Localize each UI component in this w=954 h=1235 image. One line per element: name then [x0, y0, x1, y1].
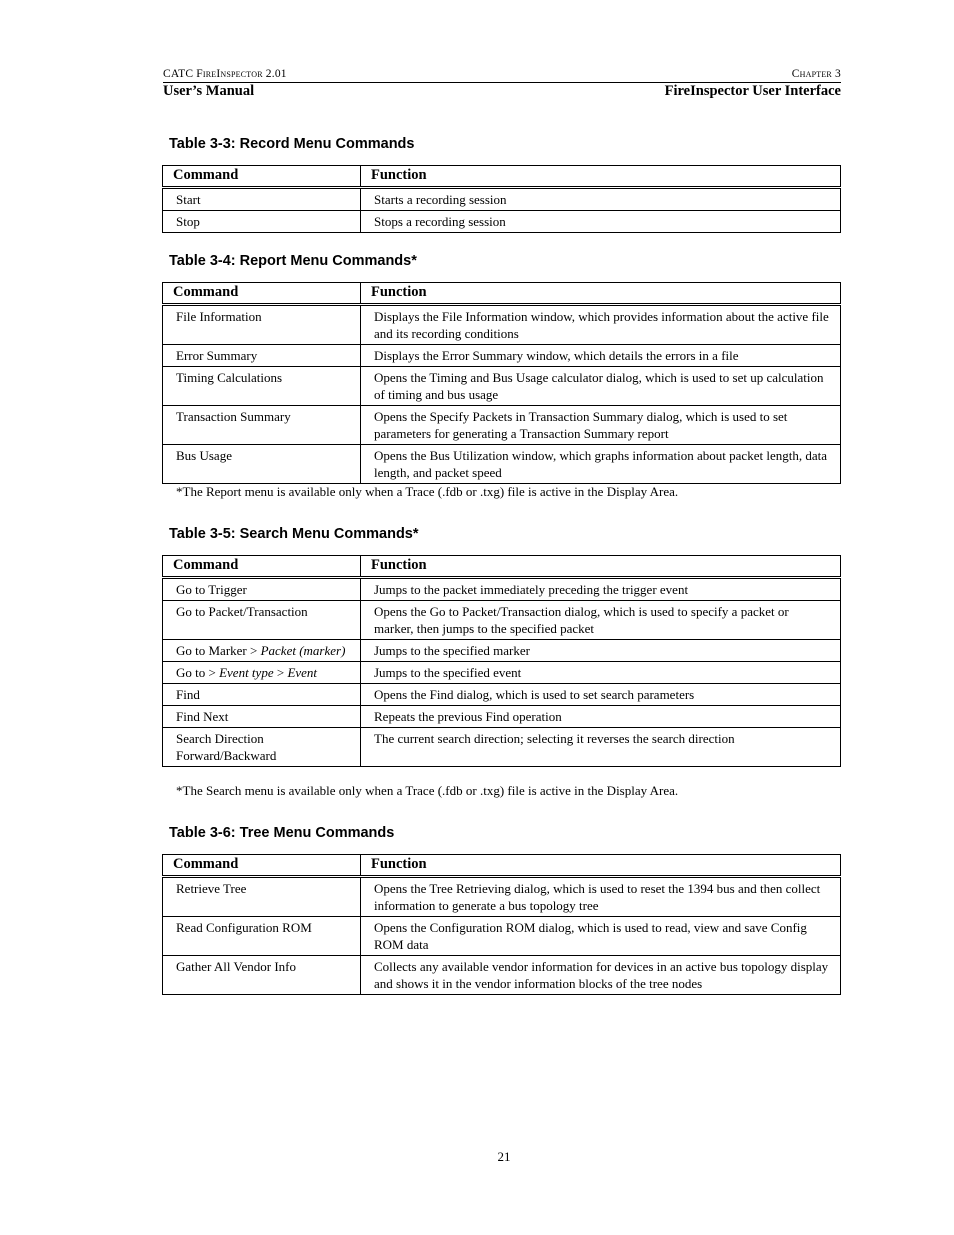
- column-header-function: Function: [361, 556, 841, 578]
- table-row: [163, 662, 841, 684]
- function-cell: Collects any available vendor information for devices in an active bus topology display and shows it in the vendor information blocks of the tree nodes: [361, 956, 841, 995]
- table-row: [163, 406, 841, 445]
- command-text: Go to >: [176, 665, 220, 680]
- table-row: [163, 917, 841, 956]
- header-manual: User’s Manual: [163, 83, 255, 99]
- table-caption: Table 3-4: Report Menu Commands*: [169, 253, 417, 269]
- command-cell: Find: [163, 684, 361, 706]
- function-cell: Jumps to the specified event: [361, 662, 841, 684]
- table-row: [163, 684, 841, 706]
- function-cell: Opens the Find dialog, which is used to set search parameters: [361, 684, 841, 706]
- command-variable: Event type: [219, 665, 274, 680]
- table-row: [163, 956, 841, 995]
- command-text: Go to Marker >: [176, 643, 261, 658]
- command-cell: Start: [163, 188, 361, 211]
- search-menu-table: [162, 555, 841, 767]
- table-row: [163, 706, 841, 728]
- table-caption: Table 3-6: Tree Menu Commands: [169, 825, 395, 841]
- command-cell: [163, 640, 361, 662]
- command-cell: Timing Calculations: [163, 367, 361, 406]
- command-cell: Retrieve Tree: [163, 877, 361, 917]
- table-row: [163, 640, 841, 662]
- header-chapter: Chapter 3: [791, 68, 841, 80]
- command-cell: Bus Usage: [163, 445, 361, 484]
- table-footnote: *The Report menu is available only when a Trace (.fdb or .txg) file is active in the Display Area.: [176, 484, 679, 499]
- function-cell: Jumps to the packet immediately preceding the trigger event: [361, 578, 841, 601]
- table-caption: Table 3-5: Search Menu Commands*: [169, 526, 419, 542]
- function-cell: Opens the Bus Utilization window, which graphs information about packet length, data length, and packet speed: [361, 445, 841, 484]
- function-cell: Displays the Error Summary window, which details the errors in a file: [361, 345, 841, 367]
- command-cell: Read Configuration ROM: [163, 917, 361, 956]
- table-footnote: *The Search menu is available only when a Trace (.fdb or .txg) file is active in the Display Area.: [176, 783, 679, 798]
- command-cell: Find Next: [163, 706, 361, 728]
- column-header-command: Command: [163, 855, 361, 877]
- page-header: [163, 68, 841, 100]
- function-cell: Opens the Tree Retrieving dialog, which is used to reset the 1394 bus and then collect information to generate a bus topology tree: [361, 877, 841, 917]
- function-cell: Jumps to the specified marker: [361, 640, 841, 662]
- column-header-function: Function: [361, 855, 841, 877]
- table-caption: Table 3-3: Record Menu Commands: [169, 136, 415, 152]
- table-row: [163, 305, 841, 345]
- command-cell: Go to Packet/Transaction: [163, 601, 361, 640]
- command-text: >: [273, 665, 288, 680]
- page-number: 21: [497, 1149, 511, 1164]
- function-cell: Stops a recording session: [361, 211, 841, 233]
- command-variable: Packet (marker): [260, 643, 346, 658]
- function-cell: Opens the Timing and Bus Usage calculator dialog, which is used to set up calculation of timing and bus usage: [361, 367, 841, 406]
- command-cell: File Information: [163, 305, 361, 345]
- command-cell: [163, 662, 361, 684]
- table-row: [163, 211, 841, 233]
- command-cell: Stop: [163, 211, 361, 233]
- column-header-command: Command: [163, 283, 361, 305]
- command-cell: Transaction Summary: [163, 406, 361, 445]
- function-cell: The current search direction; selecting it reverses the search direction: [361, 728, 841, 767]
- function-cell: Opens the Specify Packets in Transaction Summary dialog, which is used to set parameters for generating a Transaction Summary report: [361, 406, 841, 445]
- header-product: CATC FireInspector 2.01: [163, 68, 287, 80]
- function-cell: Opens the Configuration ROM dialog, which is used to read, view and save Config ROM data: [361, 917, 841, 956]
- column-header-command: Command: [163, 556, 361, 578]
- function-cell: Opens the Go to Packet/Transaction dialog, which is used to specify a packet or marker, then jumps to the specified packet: [361, 601, 841, 640]
- command-cell: Error Summary: [163, 345, 361, 367]
- table-row: [163, 445, 841, 484]
- record-menu-table: [162, 165, 841, 233]
- table-row: [163, 345, 841, 367]
- column-header-function: Function: [361, 283, 841, 305]
- table-row: [163, 367, 841, 406]
- command-cell: Gather All Vendor Info: [163, 956, 361, 995]
- table-row: [163, 728, 841, 767]
- table-row: [163, 188, 841, 211]
- table-row: [163, 601, 841, 640]
- function-cell: Repeats the previous Find operation: [361, 706, 841, 728]
- table-row: [163, 877, 841, 917]
- function-cell: Displays the File Information window, which provides information about the active file and its recording conditions: [361, 305, 841, 345]
- table-row: [163, 578, 841, 601]
- function-cell: Starts a recording session: [361, 188, 841, 211]
- tree-menu-table: [162, 854, 841, 995]
- command-cell: Go to Trigger: [163, 578, 361, 601]
- command-cell: Search Direction Forward/Backward: [163, 728, 361, 767]
- column-header-command: Command: [163, 166, 361, 188]
- command-variable: Event: [287, 665, 318, 680]
- header-section: FireInspector User Interface: [664, 83, 841, 99]
- column-header-function: Function: [361, 166, 841, 188]
- report-menu-table: [162, 282, 841, 484]
